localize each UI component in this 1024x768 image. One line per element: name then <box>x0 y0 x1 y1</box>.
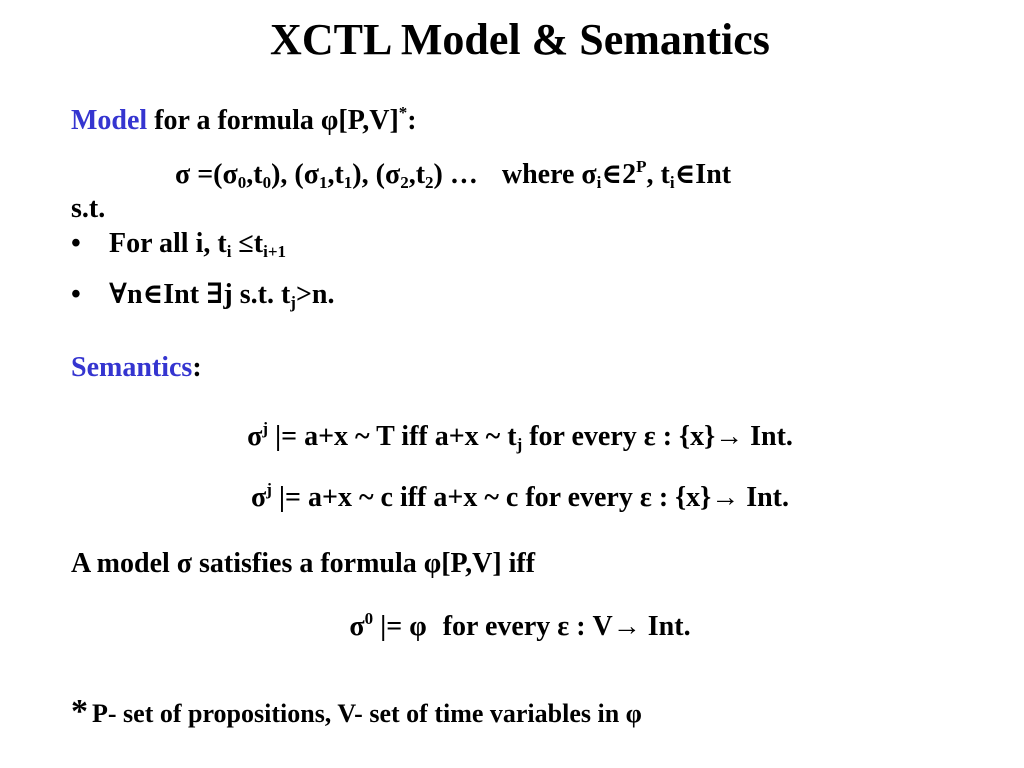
such-that-label: s.t. <box>71 193 106 224</box>
bullet-2-text: ∀n∈Int ∃j s.t. t <box>109 279 291 310</box>
bullet-1-sub-i1: i+1 <box>263 242 287 261</box>
seq-pow-p: P <box>636 157 647 176</box>
model-intro-star: * <box>398 103 408 122</box>
rule2-body: |= a+x ~ c iff a+x ~ c for every ε : {x}→ Int. <box>271 482 790 513</box>
seq-sub-ti: i <box>669 173 675 192</box>
rule1-sub-j: j <box>516 435 523 454</box>
satisfaction-rule <box>0 602 1024 644</box>
seq-sub-s1: 1 <box>318 173 328 192</box>
rule1-body-a: |= a+x ~ T iff a+x ~ t <box>267 421 517 452</box>
semantics-heading: Semantics <box>71 352 193 383</box>
model-intro-text: for a formula φ[P,V] <box>154 105 399 136</box>
model-heading: Model <box>71 105 148 136</box>
footnote-star: * <box>71 693 88 730</box>
rule2-sup-j: j <box>266 480 272 499</box>
seq-t2-prefix: ,t <box>408 159 426 190</box>
bullet-marker: • <box>71 228 81 259</box>
seq-ellipsis: ) … <box>433 159 478 190</box>
bullet-1-text: For all i, t <box>109 228 227 259</box>
seq-where: where σ <box>501 159 597 190</box>
rule3-body-a: |= φ <box>373 611 427 642</box>
sequence-definition <box>175 150 731 200</box>
semantics-colon: : <box>192 352 202 383</box>
seq-sub-t2: 2 <box>425 173 434 192</box>
seq-t0-prefix: ,t <box>246 159 263 190</box>
bullet-1-sub-i: i <box>226 242 232 261</box>
rule2-sigma: σ <box>250 482 267 513</box>
semantics-rule-1 <box>0 412 1024 462</box>
bullet-2-post: >n. <box>295 279 335 310</box>
semantics-heading-line <box>71 351 202 385</box>
satisfies-statement: A model σ satisfies a formula φ[P,V] iff <box>71 548 536 579</box>
seq-comma-t: , t <box>646 159 670 190</box>
seq-mid2: ), (σ <box>352 159 401 190</box>
bullet-marker: • <box>71 279 81 310</box>
bullet-1-rel: ≤t <box>231 228 264 259</box>
rule3-body-b: for every ε : V→ Int. <box>442 611 691 642</box>
seq-sub-s0: 0 <box>237 173 247 192</box>
rule3-sup-0: 0 <box>364 609 374 628</box>
rule1-body-b: for every ε : {x}→ Int. <box>522 421 793 452</box>
seq-sub-s2: 2 <box>400 173 409 192</box>
seq-sigma-eq: σ =(σ <box>175 159 238 190</box>
seq-in-2: ∈2 <box>601 159 637 190</box>
rule3-sigma: σ <box>349 611 365 642</box>
bullet-item-2 <box>71 278 334 320</box>
rule1-sup-j: j <box>262 419 268 438</box>
seq-in-int: ∈Int <box>674 159 732 190</box>
footnote-text: P- set of propositions, V- set of time variables in φ <box>92 699 642 728</box>
bullet-2-sub-j: j <box>290 293 296 312</box>
seq-sub-i: i <box>596 173 602 192</box>
seq-t1-prefix: ,t <box>327 159 344 190</box>
seq-sub-t0: 0 <box>262 173 272 192</box>
footnote <box>71 693 642 731</box>
model-intro-colon: : <box>407 105 417 136</box>
bullet-item-1 <box>71 227 286 269</box>
model-intro-line <box>71 96 417 138</box>
seq-sub-t1: 1 <box>343 173 353 192</box>
rule1-sigma: σ <box>247 421 263 452</box>
semantics-rule-2 <box>0 473 1024 515</box>
slide-title: XCTL Model & Semantics <box>270 15 770 64</box>
seq-mid1: ), (σ <box>271 159 319 190</box>
